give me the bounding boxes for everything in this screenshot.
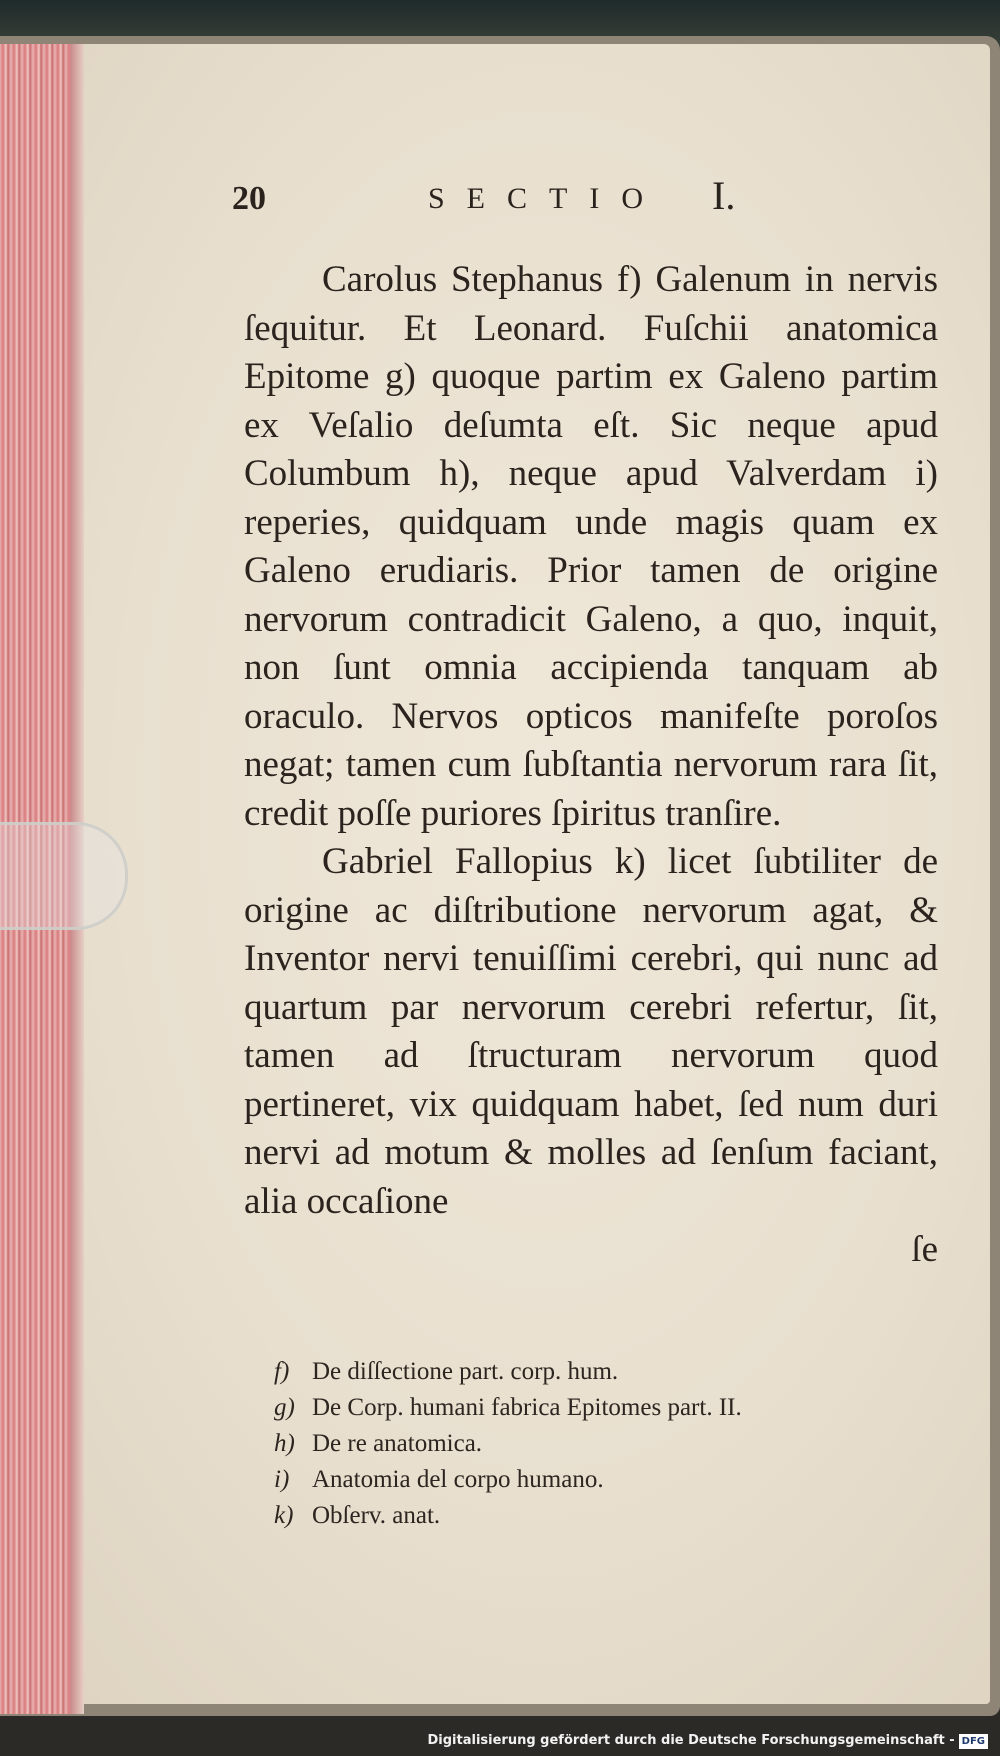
section-number: I. bbox=[712, 173, 736, 218]
footnote-mark: k) bbox=[274, 1502, 294, 1529]
footnote-g bbox=[274, 1390, 914, 1426]
footnote-mark: h) bbox=[274, 1430, 295, 1457]
footnotes bbox=[274, 1354, 914, 1534]
credit-text: Digitalisierung gefördert durch die Deutsche Forschungsgemeinschaft - bbox=[427, 1733, 955, 1748]
section-title: SECTIO bbox=[428, 182, 665, 215]
footnote-text: De diſſectione part. corp. hum. bbox=[312, 1358, 619, 1385]
footnote-mark: g) bbox=[274, 1394, 295, 1421]
running-header bbox=[232, 172, 752, 228]
footnote-text: De Corp. humani fabrica Epitomes part. II. bbox=[312, 1394, 742, 1421]
catchword: ſe bbox=[911, 1229, 938, 1270]
footnote-mark: f) bbox=[274, 1358, 290, 1385]
paragraph-1: Carolus Stephanus f) Galenum in nervis ſequitur. Et Leonard. Fuſchii anatomica Epitome g) quoque partim ex Galeno partim ex Veſalio deſumta eſt. Sic neque apud Columbum h), neque apud Valverdam i) reperies, quidquam unde magis quam ex Galeno erudiaris. Prior tamen de origine nervorum contradicit Galeno, a quo, inquit, non ſunt omnia accipienda tanquam ab oraculo. Nervos opticos manifeſte poroſos negat; tamen cum ſubſtantia nervorum rara ſit, credit poſſe puriores ſpiritus tranſire. bbox=[244, 259, 938, 834]
main-text bbox=[244, 256, 938, 1275]
footnote-h bbox=[274, 1426, 914, 1462]
footnote-text: Obſerv. anat. bbox=[312, 1502, 441, 1529]
footnote-text: De re anatomica. bbox=[312, 1430, 483, 1457]
paragraph-2: Gabriel Fallopius k) licet ſubtiliter de origine ac diſtributione nervorum agat, & Inventor nervi tenuiſſimi cerebri, qui nunc ad quartum par nervorum cerebri refertur, ſit, tamen ad ſtructuram nervorum quod pertineret, vix quidquam habet, ſed num duri nervi ad motum & molles ad ſenſum faciant, alia occaſione bbox=[244, 841, 938, 1222]
footnote-text: Anatomia del corpo humano. bbox=[312, 1466, 604, 1493]
footnote-i bbox=[274, 1462, 914, 1498]
footnote-mark: i) bbox=[274, 1466, 290, 1493]
footnote-k bbox=[274, 1498, 914, 1534]
digitization-credit bbox=[424, 1730, 993, 1752]
page-number: 20 bbox=[232, 180, 266, 217]
dfg-logo: DFG bbox=[959, 1734, 988, 1749]
page-clip bbox=[0, 822, 128, 930]
footnote-f bbox=[274, 1354, 914, 1390]
